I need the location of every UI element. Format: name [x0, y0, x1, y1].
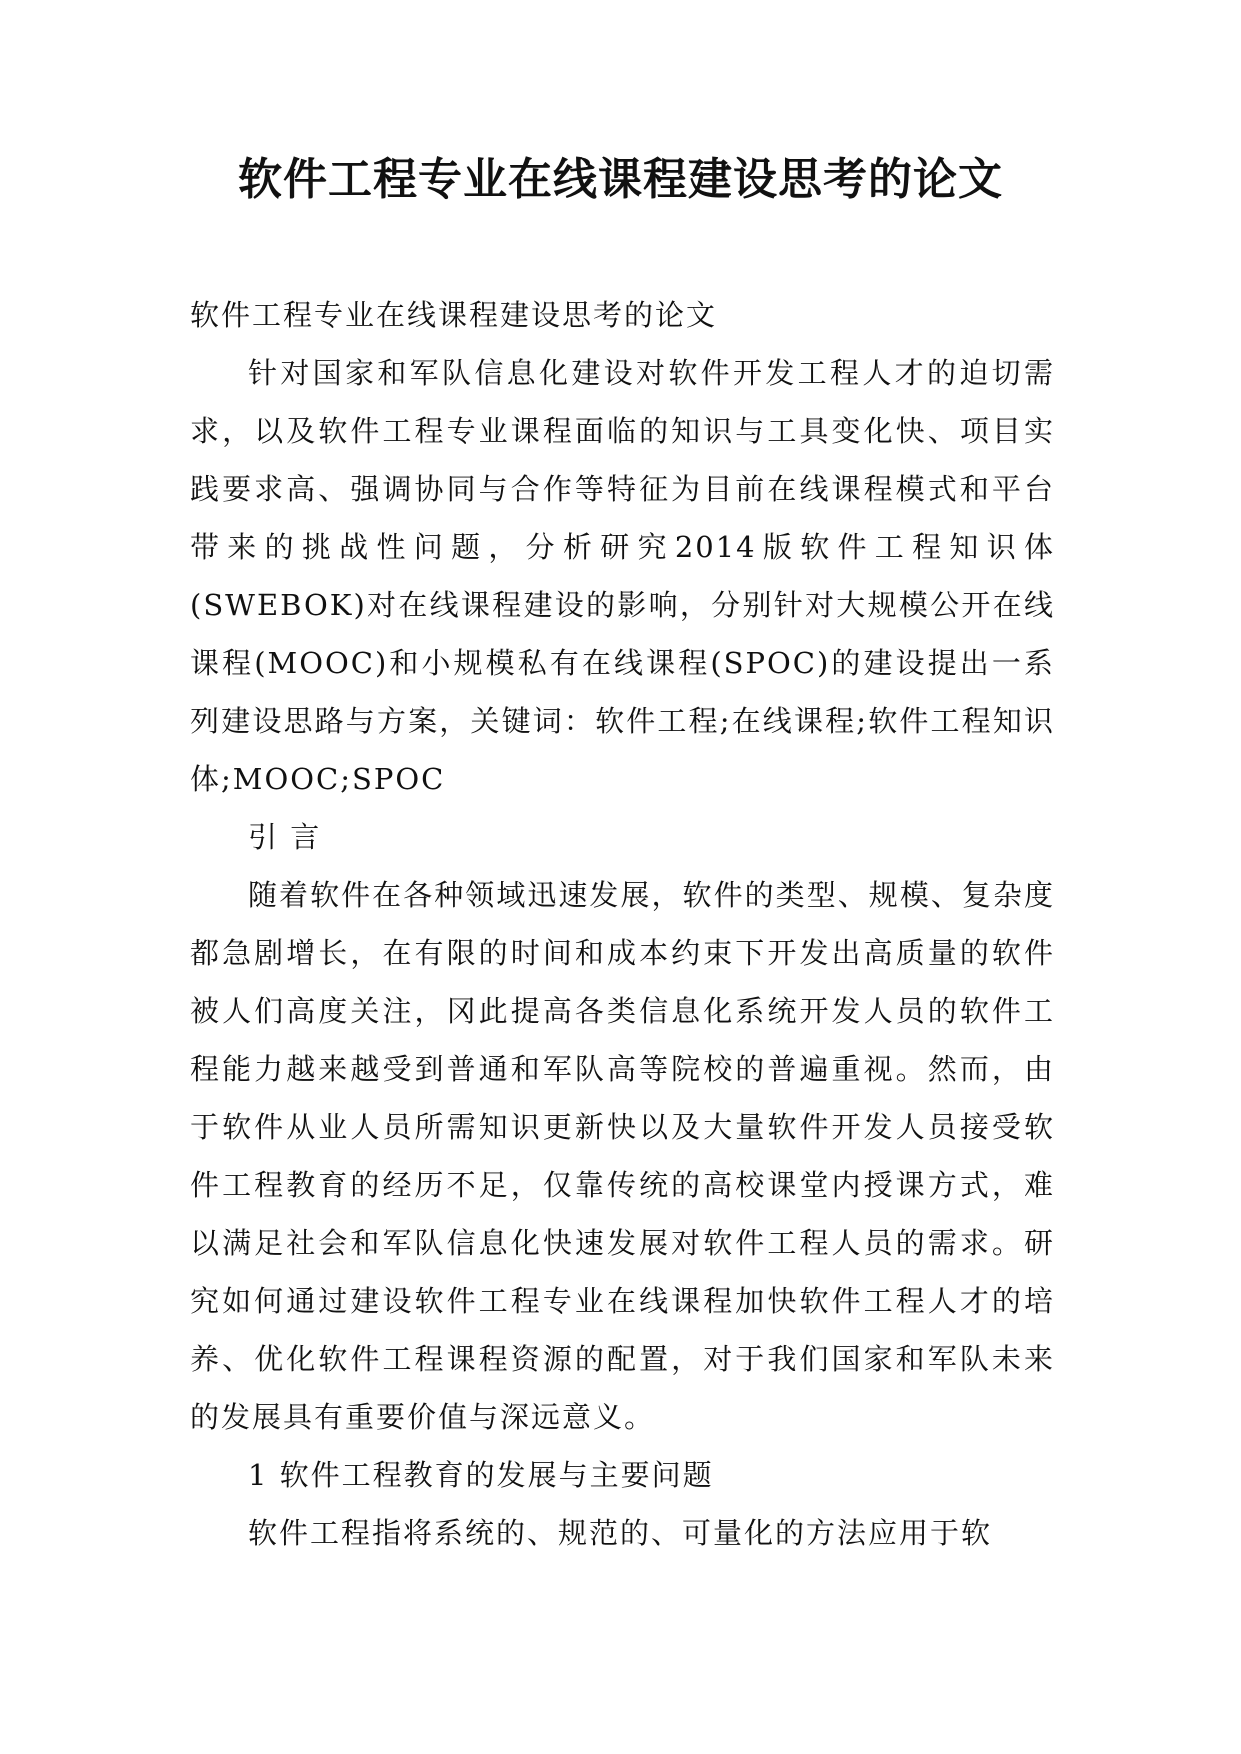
document-subtitle: 软件工程专业在线课程建设思考的论文	[190, 298, 718, 332]
document-title: 软件工程专业在线课程建设思考的论文	[238, 154, 1003, 205]
intro-heading: 引 言	[248, 820, 322, 854]
intro-paragraph: 随着软件在各种领域迅速发展，软件的类型、规模、复杂度都急剧增长，在有限的时间和成本约束下开发出高质量的软件被人们高度关注，冈此提高各类信息化系统开发人员的软件工程能力越来越受到普通和军队高等院校的普遍重视。然而，由于软件从业人员所需知识更新快以及大量软件开发人员接受软件工程教育的经历不足，仅靠传统的高校课堂内授课方式，难以满足社会和军队信息化快速发展对软件工程人员的需求。研究如何通过建设软件工程专业在线课程加快软件工程人才的培养、优化软件工程课程资源的配置，对于我们国家和军队未来的发展具有重要价值与深远意义。	[190, 878, 1055, 1434]
abstract-paragraph: 针对国家和军队信息化建设对软件开发工程人才的迫切需求，以及软件工程专业课程面临的知识与工具变化快、项目实践要求高、强调协同与合作等特征为目前在线课程模式和平台带来的挑战性问题，分析研究2014版软件工程知识体(SWEBOK)对在线课程建设的影响，分别针对大规模公开在线课程(MOOC)和小规模私有在线课程(SPOC)的建设提出一系列建设思路与方案，关键词：软件工程;在线课程;软件工程知识体;MOOC;SPOC	[190, 356, 1055, 796]
section-1-heading: 1 软件工程教育的发展与主要问题	[248, 1458, 714, 1492]
section-1-paragraph: 软件工程指将系统的、规范的、可量化的方法应用于软	[248, 1516, 993, 1550]
document-body	[190, 286, 1055, 1562]
